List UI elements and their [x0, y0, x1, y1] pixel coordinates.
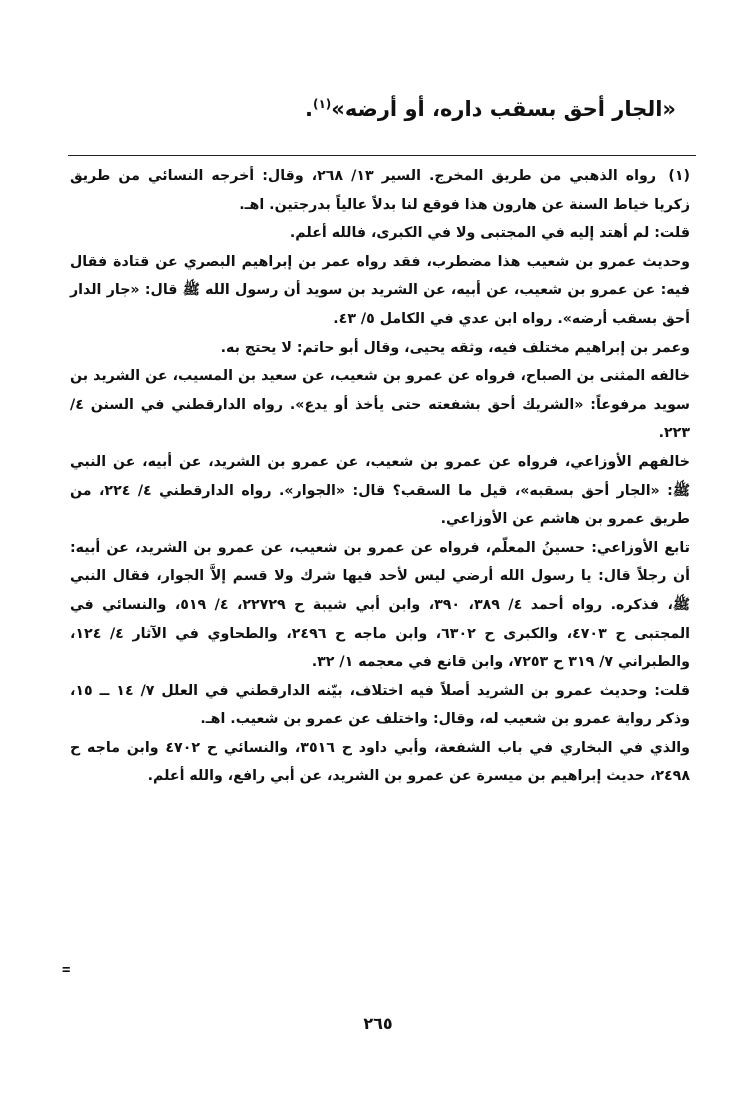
footnote-paragraph: خالفهم الأوزاعي، فرواه عن عمرو بن شعيب، عن عمرو بن الشريد، عن أبيه، عن النبي ﷺ: «الجار أحق بسقبه»، قيل ما السقب؟ قال: «الجوار». رواه الدارقطني ٤/ ٢٢٤، من طريق عمرو بن هاشم عن الأوزاعي.: [70, 453, 690, 528]
footnote-reference: (١): [312, 97, 332, 111]
hadith-text: «الجار أحق بسقب داره، أو أرضه»: [331, 97, 676, 121]
page-number: ٢٦٥: [363, 1014, 393, 1033]
main-text: [70, 88, 676, 125]
footnote-paragraph: تابع الأوزاعي: حسينُ المعلّم، فرواه عن عمرو بن شعيب، عن عمرو بن الشريد، عن أبيه: أن رجلاً قال: يا رسول الله أرضي ليس لأحد فيها شرك ولا قسم إلاَّ الجوار، فقال النبي ﷺ، فذكره. رواه أحمد ٤/ ٣٨٩، ٣٩٠، وابن أبي شيبة ح ٢٢٧٢٩، ٤/ ٥١٩، والنسائي في المجتبى ح ٤٧٠٣، والكبرى ح ٦٣٠٢، وابن ماجه ح ٢٤٩٦، والطحاوي في الآثار ٤/ ١٢٤، والطبراني ٧/ ٣١٩ ح ٧٢٥٣، وابن قانع في معجمه ١/ ٣٢.: [70, 539, 691, 671]
footnote-paragraph: وعمر بن إبراهيم مختلف فيه، وثقه يحيى، وقال أبو حاتم: لا يحتج به.: [220, 339, 690, 356]
footnotes-section: [70, 162, 690, 791]
page-body: [70, 88, 690, 791]
footnote-paragraph: وحديث عمرو بن شعيب هذا مضطرب، فقد رواه عمر بن إبراهيم البصري عن قتادة فقال فيه: عن عمرو بن شعيب، عن أبيه، عن الشريد بن سويد أن رسول الله ﷺ قال: «جار الدار أحق بسقب أرضه». رواه ابن عدي في الكامل ٥/ ٤٣.: [70, 253, 690, 327]
footnote-number: (١): [668, 168, 690, 184]
footnote-separator: [68, 155, 696, 156]
footnote-paragraph: والذي في البخاري في باب الشفعة، وأبي داود ح ٣٥١٦، والنسائي ح ٤٧٠٢ وابن ماجه ح ٢٤٩٨، حديث إبراهيم بن ميسرة عن عمرو بن الشريد، عن أبي رافع، والله أعلم.: [70, 739, 690, 785]
footnote-paragraph: خالفه المثنى بن الصباح، فرواه عن عمرو بن شعيب، عن سعيد بن المسيب، عن الشريد بن سويد مرفوعاً: «الشريك أحق بشفعته حتى يأخذ أو يدع». رواه الدارقطني في السنن ٤/ ٢٢٣.: [70, 368, 690, 442]
main-text-end: .: [304, 97, 313, 121]
footnote-paragraph: [70, 162, 690, 219]
footnote-paragraph: قلت: وحديث عمرو بن الشريد أصلاً فيه اختلاف، بيّنه الدارقطني في العلل ٧/ ١٤ ــ ١٥، وذكر رواية عمرو بن شعيب له، وقال: واختلف عن عمرو بن شعيب. اهـ.: [70, 682, 690, 728]
footnote-paragraph: قلت: لم أهتد إليه في المجتبى ولا في الكبرى، فالله أعلم.: [289, 225, 690, 242]
continuation-mark: =: [62, 962, 71, 978]
footnote-text: رواه الذهبي من طريق المخرج. السير ١٣/ ٢٦٨، وقال: أخرجه النسائي من طريق زكريا خياط السنة عن هارون هذا فوقع لنا بدلاً عالياً بدرجتين. اهـ.: [70, 168, 690, 213]
